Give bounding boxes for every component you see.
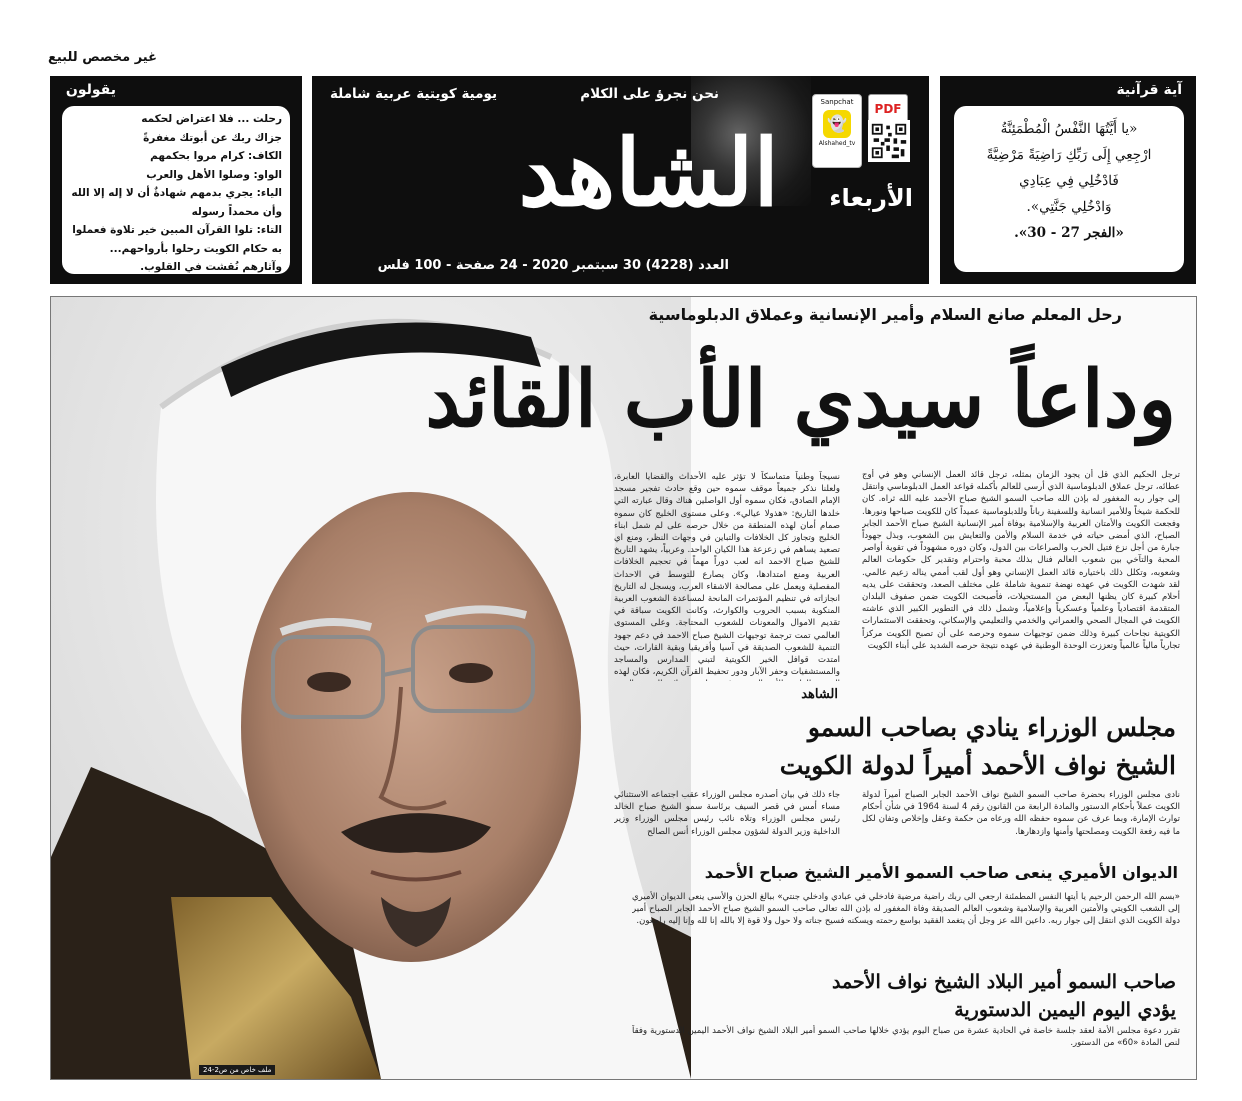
story-text: تقرر دعوة مجلس الأمة لعقد جلسة خاصة في الحادية عشرة من صباح اليوم يؤدي خلالها صاحب السمو أمير البلاد الشيخ نواف الأحمد اليمين الدستورية وفقاً لنص المادة «60» من الدستور.: [632, 1026, 1180, 1049]
story-text: نادى مجلس الوزراء بحضرة صاحب السمو الشيخ نواف الأحمد الجابر الصباح أميراً لدولة الكويت عملاً بأحكام الدستور والمادة الرابعة من القانون رقم 4 لسنة 1964 في شأن أحكام توارث الإمارة، وبما عرف عن سموه حفظه الله ورعاه من حكمة وعقل وإخلاص وتفان لكل ما فيه رفعة الكويت ومصلحتها وأمنها وازدهارها.: [862, 790, 1180, 837]
saying-line: الياء: يجري بدمهم شهادةٌ أن لا إله إلا الله وأن محمداً رسوله: [71, 187, 282, 218]
quran-verse-box: [940, 76, 1196, 284]
saying-line: جزاك ربك عن أبوتك مغفرةً: [143, 131, 282, 144]
snapchat-handle: Alshahed_tv: [818, 140, 856, 147]
quran-line: وَادْخُلِي جَنَّتِي».: [1026, 199, 1112, 215]
front-page-main: [50, 296, 1197, 1080]
quran-reference: «الفجر 27 - 30».: [1014, 225, 1124, 241]
cabinet-column-left: [614, 789, 840, 855]
story-kicker: رحل المعلم صانع السلام وأمير الإنسانية وعملاق الدبلوماسية: [648, 305, 1122, 324]
pdf-icon[interactable]: PDF: [868, 94, 908, 124]
sayings-box-title: يقولون: [65, 82, 116, 98]
masthead: [312, 76, 929, 284]
masthead-subtitle: يومية كويتية عربية شاملة: [330, 86, 498, 102]
page-reference-tag: ملف خاص من ص2-24: [199, 1065, 275, 1075]
sayings-panel: [62, 106, 290, 274]
newspaper-logo: الشاهد: [518, 119, 779, 227]
quran-line: فَادْخُلِي فِي عِبَادِي: [1019, 173, 1119, 189]
main-headline: وداعاً سيدي الأب القائد: [425, 354, 1176, 445]
quran-line: ارْجِعِي إِلَى رَبِّكِ رَاضِيَةً مَرْضِيَّةً: [986, 147, 1152, 163]
story-text: نسيجاً وطنياً متماسكاً لا تؤثر عليه الأحداث والقضايا العابرة، ولعلنا نذكر جميعاً موقف سموه حين وقع حادث تفجير مسجد الإمام الصادق، فكان سموه أول الواصلين هناك وقال عبارته التي خلدها التاريخ: «هذولا عيالي». وعلى مستوى الخليج كان سموه صمام أمان لهذه المنطقة من خلال حرصه على لم شمل ابناء الخليج وتجاوز كل الخلافات والتباين في وجهات النظر، ومنع اي تصعيد يساهم في زعزعة هذا الكيان الواحد. وعربياً، يشهد التاريخ للشيخ صباح الاحمد انه لعب دوراً مهماً في تحجيم الخلافات العربية ومنع امتدادها، وكان يصارع للتوسط في الاحداث المفصلية ويعمل على مصالحة الاشقاء العرب، ويسجل له التاريخ انجازاته في تنظيم المؤتمرات المانحة لمساعدة الشعوب العربية المنكوبة بسبب الحروب والكوارث، وكانت الكويت سباقة في تقديم الاموال والمعونات للشعوب المحتاجة. وعلى المستوى العالمي تمت ترجمة توجيهات الشيخ صباح الاحمد في دعم جهود التنمية للشعوب الصديقة في آسيا وأفريقيا وبقية القارات، حيث امتدت قوافل الخير الكويتية لتبني المدارس والمساجد والمستشفيات وحفر الآبار ودور تحفيظ القرآن الكريم، فكان لهذه: [614, 472, 840, 678]
story-column-left: [614, 471, 840, 681]
oath-headline-line1: صاحب السمو أمير البلاد الشيخ نواف الأحمد: [831, 971, 1176, 993]
diwan-headline: الديوان الأميري ينعى صاحب السمو الأمير الشيخ صباح الأحمد: [704, 863, 1178, 882]
story-column-right: [862, 469, 1180, 705]
quran-line: «يا أَيَّتُهَا النَّفْسُ الْمُطْمَئِنَّةُ: [1000, 121, 1138, 137]
snapchat-ghost-icon: [823, 110, 851, 138]
story-text: ترجل الحكيم الذي قل أن يجود الزمان بمثله، ترجل قائد العمل الإنساني وهو في أوج عطائه، ترجل عملاق الدبلوماسية الذي أرسى للعالم بأكمله قواعد العمل الدبلوماسي وانتقل إلى جوار ربه المغفور له بإذن الله صاحب السمو الشيخ صباح الأحمد عليه الله ثراه. كان للحكمة شيخاً وللأمير انسانية وللسفينة رباناً وللدبلوماسية عميداً كان للكويت صباحها ونورها. وفجعت الكويت والأمتان العربية والإسلامية بوفاة أمير الإنسانية الشيخ صباح الأحمد الجابر الصباح، الذي أمضى حياته في خدمة السلام والأمن والتعايش بين الشعوب، وبذل جهوداً جبارة من أجل نزع فتيل الحرب والصراعات بين الدول، وكان دوره مشهوداً في تقوية أواصر المحبة والتآخي بين شعوب العالم فنال بذلك محبة واحترام وتقدير كل حكومات العالم وشعوبه، وتكلل ذلك باختياره قائد العمل الإنساني وهو أول لقب أممي يناله زعيم عالمي. لقد شهدت الكويت في عهده نهضة تنموية شاملة على مختلف الصعد، وتحققت على يديه أحلام كبيرة كان يظنها البعض من المستحيلات، فأصبحت الكويت ضمن صفوف البلدان المتقدمة اقتصادياً وعلمياً وعسكرياً وإعلامياً، وشمل ذلك في التطوير الكبير الذي عاشته الكويت في المجال الصحي والعمراني والخدمي والتعليمي والإسكاني، وتحققت الاستثمارات الكويتية نجاحات كبيرة وذلك ضمن توجيهات سموه وحرصه على أن تصبح الكويت مركزاً تجارياً مالياً عالمياً وتعززت الوحدة الوطنية في عهده نتيجة حرصه الشديد على أبناء الكويت: [862, 470, 1180, 651]
issue-day: الأربعاء: [829, 184, 913, 212]
quran-box-title: آية قرآنية: [1116, 82, 1182, 98]
snapchat-card[interactable]: [812, 94, 862, 168]
cabinet-column-right: [862, 789, 1180, 867]
saying-line: الكاف: كرام مروا بحكمهم: [150, 150, 282, 162]
story-signature: الشاهد: [801, 687, 838, 702]
saying-line: التاء: تلوا القرآن المبين خير تلاوة فعملوا به حكام الكويت رحلوا بأرواحهم... وآثارهم نُقشت في القلوب.: [72, 224, 282, 273]
masthead-slogan: نحن نجرؤ على الكلام: [580, 86, 719, 102]
story-text: «بسم الله الرحمن الرحيم يا أيتها النفس المطمئنة ارجعي الى ربك راضية مرضية فادخلي في عبادي وادخلي جنتي» ببالغ الحزن والأسى ينعى الديوان الأميري إلى الشعب الكويتي والأمتين العربية والإسلامية وشعوب العالم الصديقة وفاة المغفور له بإذن الله تعالى صاحب السمو الشيخ صباح الأحمد الجابر الصباح أمير دولة الكويت الذي انتقل إلى جوار ربه. داعين الله عز وجل أن يتغمد الفقيد بواسع رحمته ويسكنه فسيح جناته ولا حول ولا قوة إلا بالله إنا لله وإنا إليه راجعون.: [632, 892, 1180, 927]
cabinet-headline-line2: الشيخ نواف الأحمد أميراً لدولة الكويت: [779, 751, 1176, 780]
not-for-sale-label: غير مخصص للبيع: [48, 50, 157, 65]
cabinet-headline-line1: مجلس الوزراء ينادي بصاحب السمو: [807, 713, 1176, 742]
saying-line: رحلت ... فلا اعتراض لحكمه: [141, 113, 282, 125]
qr-code-icon[interactable]: [868, 120, 910, 162]
saying-line: الواو: وصلوا الأهل والعرب: [146, 168, 282, 181]
story-text: جاء ذلك في بيان أصدره مجلس الوزراء عقب اجتماعه الاستثنائي مساء أمس في قصر السيف برئاسة سمو الشيخ صباح الخالد رئيس مجلس الوزراء وتلاه نائب رئيس مجلس الوزراء وزير الداخلية وزير الدولة لشؤون مجلس الوزراء أنس الصالح: [614, 790, 840, 837]
diwan-column: [632, 891, 1180, 957]
issue-info: العدد (4228) 30 سبتمبر 2020 - 24 صفحة - 100 فلس: [377, 258, 729, 273]
snapchat-label: Sanpchat: [820, 98, 854, 106]
oath-column: [632, 1025, 1180, 1063]
quran-verse-panel: [954, 106, 1184, 272]
sayings-box: [50, 76, 302, 284]
oath-headline-line2: يؤدي اليوم اليمين الدستورية: [954, 999, 1176, 1021]
